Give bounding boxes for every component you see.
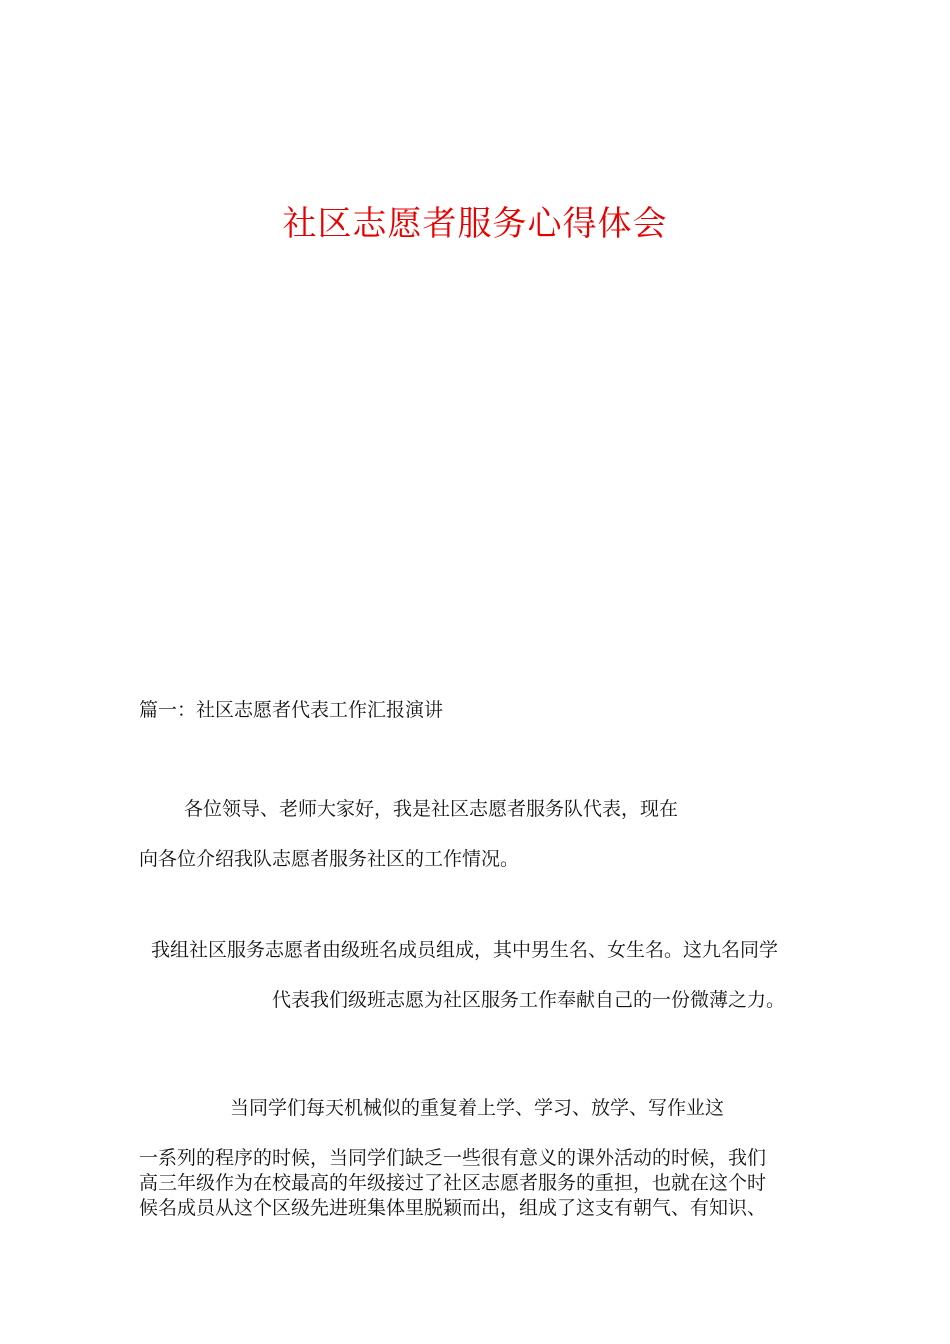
paragraph-line: 高三年级作为在校最高的年级接过了社区志愿者服务的重担，也就在这个时 (139, 1172, 767, 1194)
document-title: 社区志愿者服务心得体会 (282, 204, 668, 244)
section-heading: 篇一：社区志愿者代表工作汇报演讲 (139, 699, 444, 721)
paragraph-line: 代表我们级班志愿为社区服务工作奉献自己的一份微薄之力。 (272, 989, 786, 1011)
paragraph-line: 各位领导、老师大家好，我是社区志愿者服务队代表，现在 (184, 798, 679, 820)
paragraph-line: 候名成员从这个区级先进班集体里脱颖而出，组成了这支有朝气、有知识、 (139, 1197, 767, 1219)
paragraph-line: 向各位介绍我队志愿者服务社区的工作情况。 (139, 848, 520, 870)
paragraph-line: 一系列的程序的时候，当同学们缺乏一些很有意义的课外活动的时候，我们 (139, 1147, 767, 1169)
paragraph-line: 当同学们每天机械似的重复着上学、学习、放学、写作业这 (230, 1097, 725, 1119)
paragraph-line: 我组社区服务志愿者由级班名成员组成，其中男生名、女生名。这九名同学 (151, 939, 779, 961)
